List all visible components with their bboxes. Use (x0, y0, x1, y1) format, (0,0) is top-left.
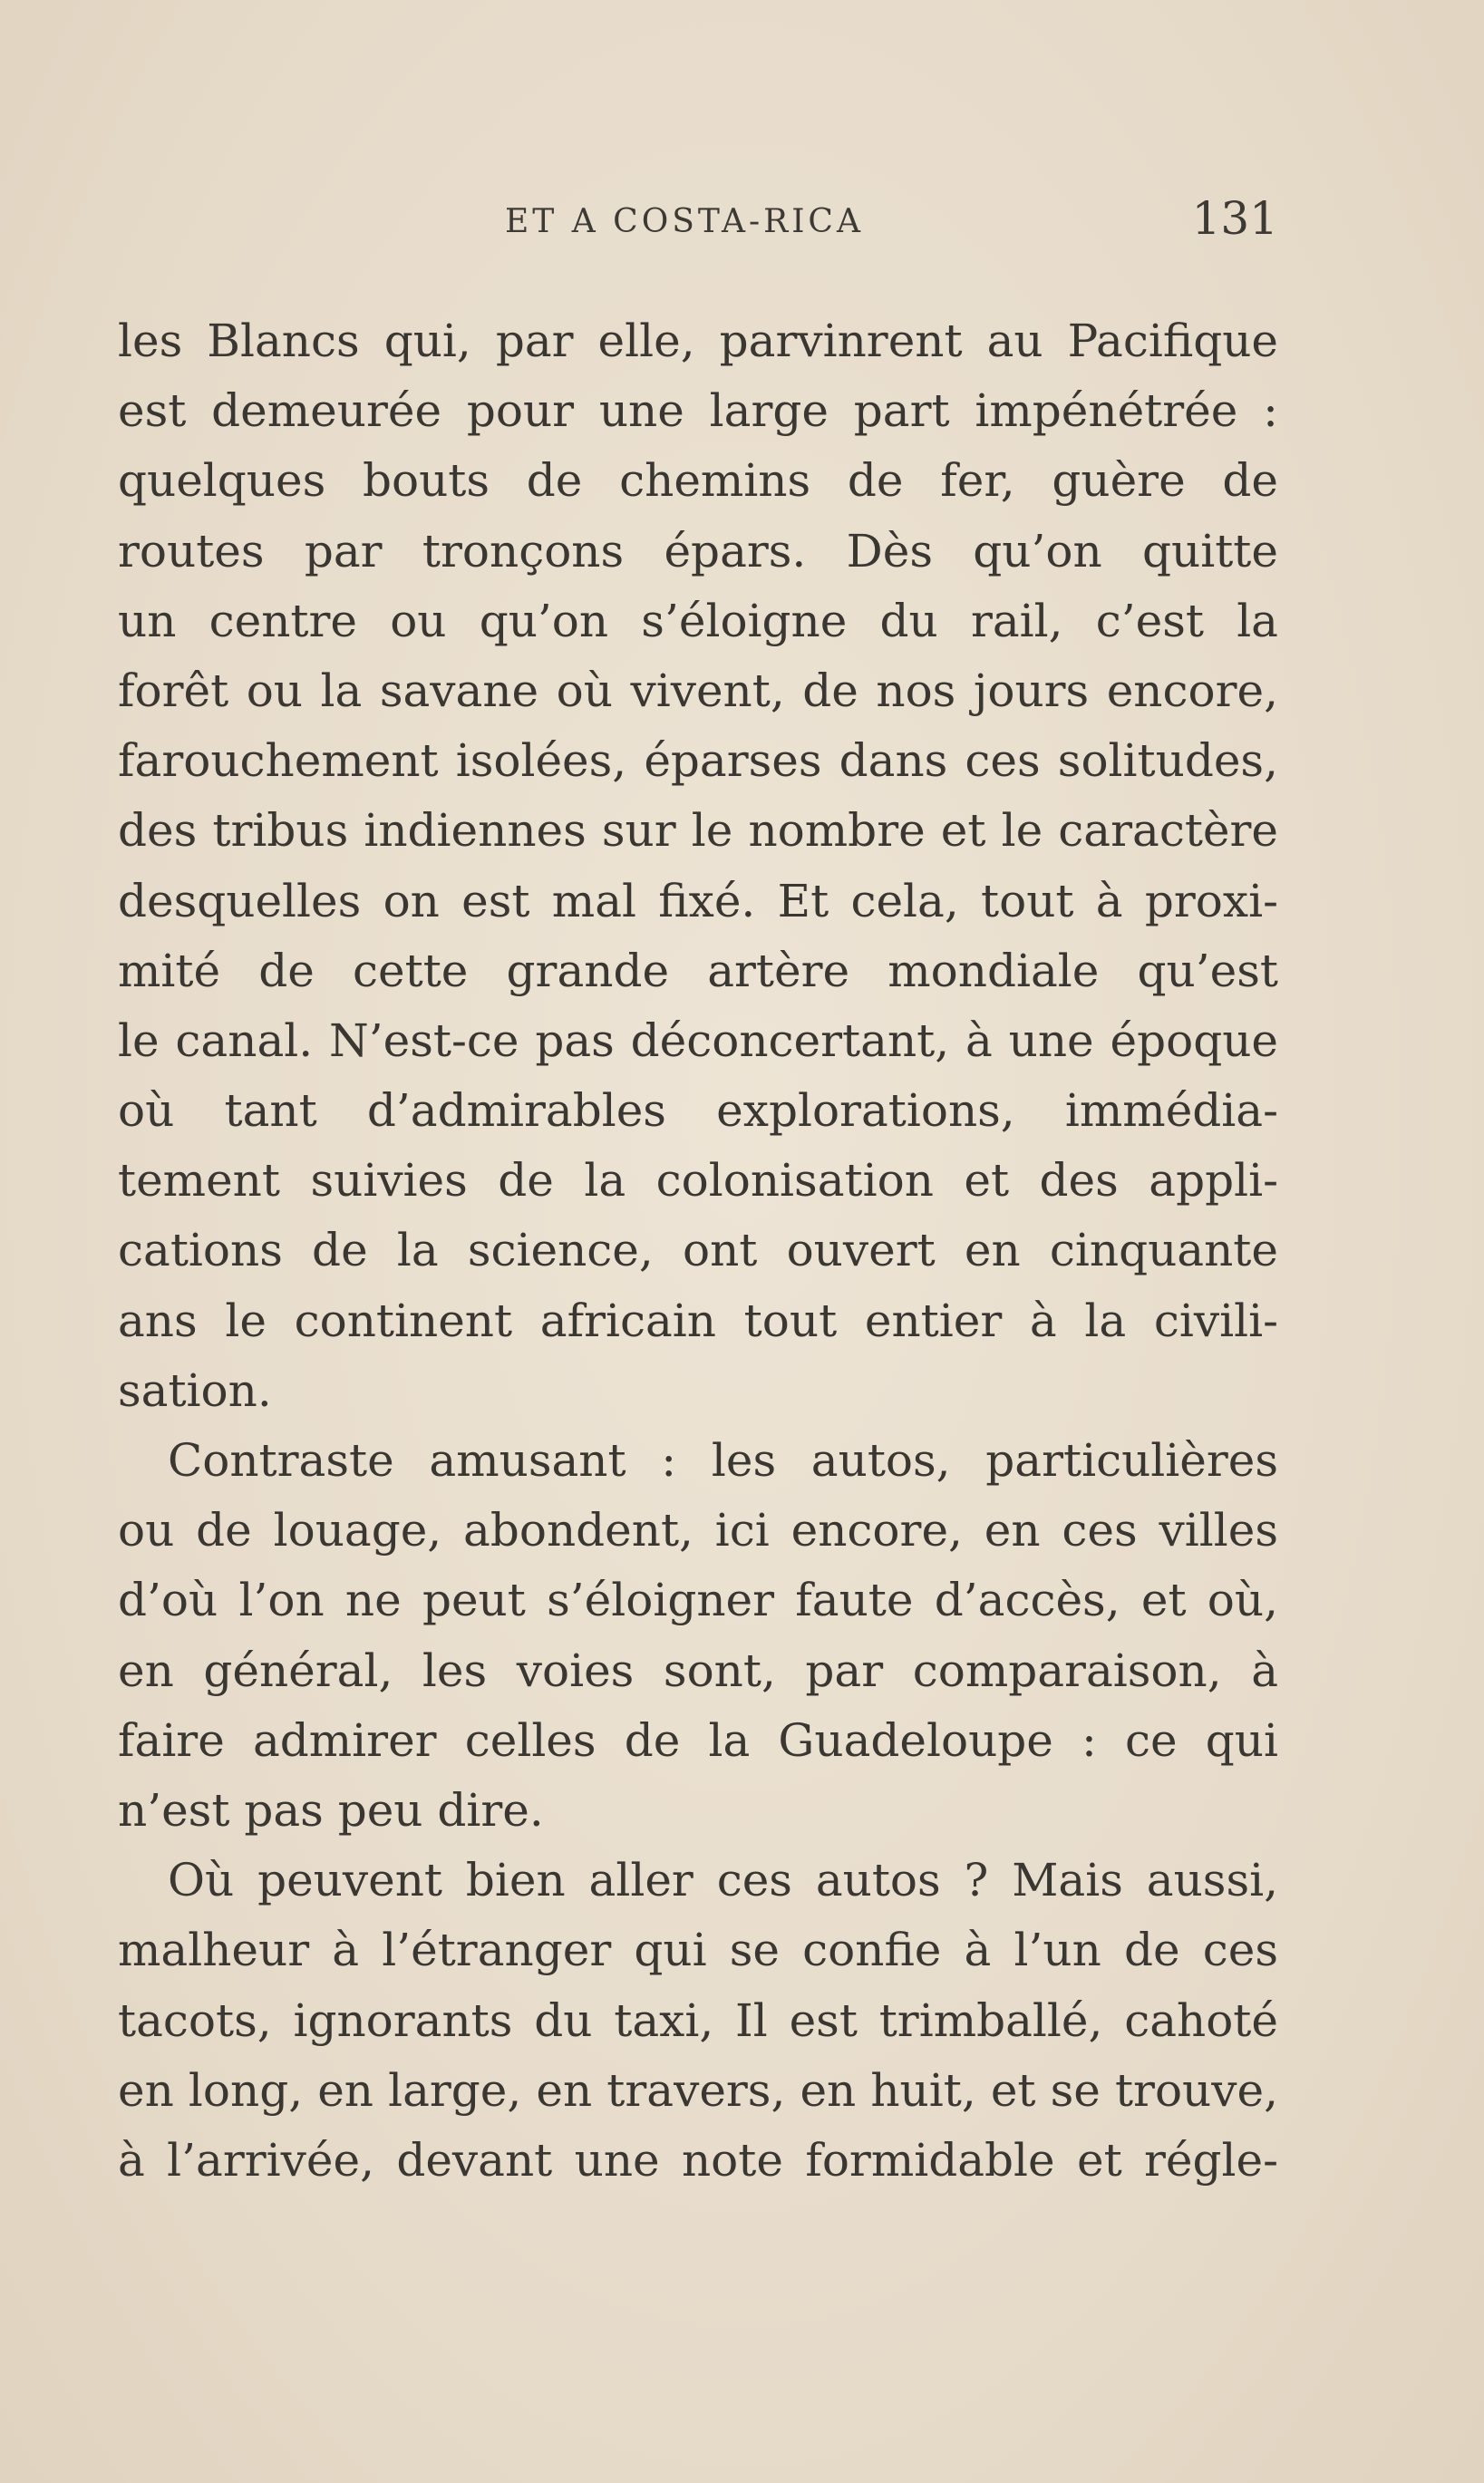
text-line: farouchement isolées, éparses dans ces solitudes, (118, 734, 1278, 788)
page-header (118, 192, 1278, 256)
text-line: en long, en large, en travers, en huit, et se trouve, (118, 2063, 1278, 2117)
text-line: forêt ou la savane où vivent, de nos jours encore, (118, 664, 1278, 717)
text-line: tement suivies de la colonisation et des appli- (118, 1154, 1278, 1208)
running-head: ET A COSTA-RICA (505, 203, 864, 240)
text-line: le canal. N’est-ce pas déconcertant, à une époque (118, 1014, 1278, 1067)
text-line: ou de louage, abondent, ici encore, en ces villes (118, 1504, 1278, 1557)
text-line: n’est pas peu dire. (118, 1783, 544, 1837)
text-line: où tant d’admirables explorations, immédia- (118, 1084, 1278, 1138)
paragraph (118, 1426, 1278, 1846)
text-line: mité de cette grande artère mondiale qu’est (118, 944, 1278, 997)
text-line: Où peuvent bien aller ces autos ? Mais aussi, (168, 1854, 1278, 1907)
text-line: tacots, ignorants du taxi, Il est trimballé, cahoté (118, 1993, 1278, 2047)
text-line: quelques bouts de chemins de fer, guère de (118, 454, 1278, 508)
text-line: des tribus indiennes sur le nombre et le caractère (118, 804, 1278, 858)
body-text (118, 306, 1278, 2196)
text-line: cations de la science, ont ouvert en cinquante (118, 1224, 1278, 1277)
paragraph (118, 306, 1278, 1426)
text-line: desquelles on est mal fixé. Et cela, tout à proxi- (118, 874, 1278, 927)
text-line: en général, les voies sont, par comparaison, à (118, 1644, 1278, 1697)
text-line: sation. (118, 1363, 272, 1417)
text-line: est demeurée pour une large part impénétrée : (118, 384, 1278, 438)
text-line: malheur à l’étranger qui se confie à l’un de ces (118, 1924, 1278, 1977)
text-line: ans le continent africain tout entier à la civili- (118, 1294, 1278, 1347)
text-line: d’où l’on ne peut s’éloigner faute d’accès, et où, (118, 1574, 1278, 1627)
text-line: un centre ou qu’on s’éloigne du rail, c’est la (118, 594, 1278, 647)
text-line: Contraste amusant : les autos, particulières (168, 1434, 1278, 1487)
paragraph (118, 1846, 1278, 2196)
text-line: les Blancs qui, par elle, parvinrent au Pacifique (118, 315, 1278, 367)
text-line: routes par tronçons épars. Dès qu’on quitte (118, 524, 1278, 577)
page-number: 131 (1191, 192, 1278, 245)
text-line: faire admirer celles de la Guadeloupe : ce qui (118, 1713, 1278, 1767)
text-line: à l’arrivée, devant une note formidable et régle- (118, 2133, 1278, 2187)
